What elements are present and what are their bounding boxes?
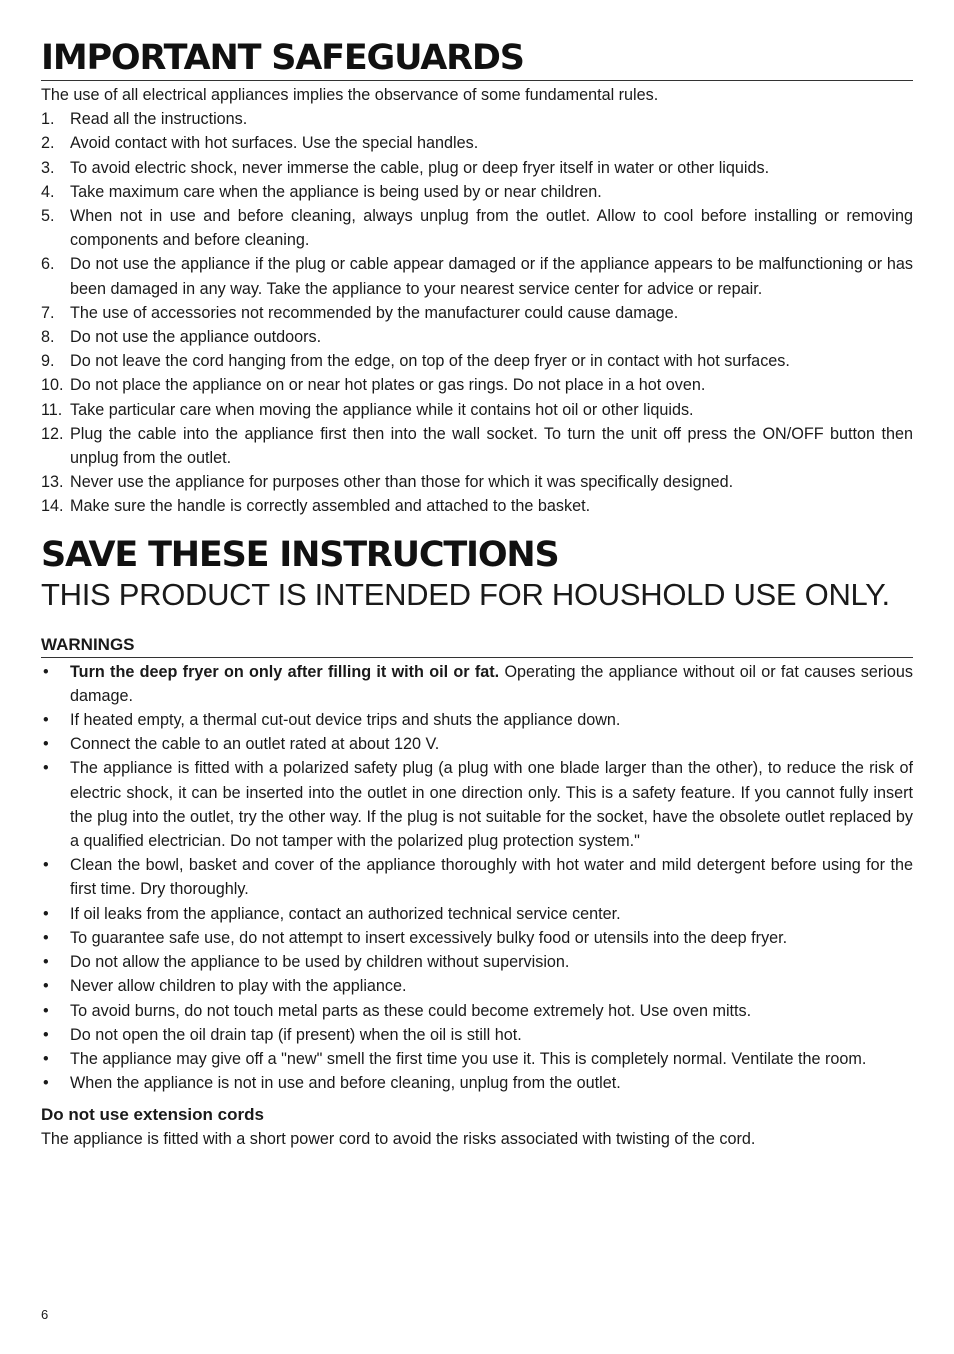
list-item: 8. Do not use the appliance outdoors. — [41, 328, 322, 347]
list-item: 7. The use of accessories not recommended by the manufacturer could cause damage. — [41, 303, 679, 322]
warnings-rule — [41, 657, 913, 658]
list-item: • If heated empty, a thermal cut-out device trips and shuts the appliance down. — [43, 711, 621, 730]
safeguards-heading: IMPORTANT SAFEGUARDS — [41, 38, 524, 78]
list-item: 1. Read all the instructions. — [41, 110, 248, 129]
extension-cords-heading: Do not use extension cords — [41, 1105, 264, 1125]
extension-cords-text: The appliance is fitted with a short power cord to avoid the risks associated with twisting of the cord. — [41, 1130, 756, 1149]
warnings-heading: WARNINGS — [41, 634, 135, 654]
list-item: • Never allow children to play with the appliance. — [43, 977, 407, 996]
list-item: • To guarantee safe use, do not attempt to insert excessively bulky food or utensils into the deep fryer. — [43, 928, 788, 947]
list-item: • Connect the cable to an outlet rated at about 120 V. — [43, 735, 440, 754]
warnings-list — [41, 660, 913, 1096]
safeguards-intro: The use of all electrical appliances implies the observance of some fundamental rules. — [41, 86, 659, 104]
list-item: 11. Take particular care when moving the appliance while it contains hot oil or other liquids. — [41, 400, 694, 419]
list-item: 14. Make sure the handle is correctly assembled and attached to the basket. — [41, 497, 591, 516]
manual-page — [41, 36, 913, 1152]
list-item: • The appliance may give off a "new" smell the first time you use it. This is completely normal. Ventilate the room. — [43, 1049, 867, 1068]
list-item: 2. Avoid contact with hot surfaces. Use the special handles. — [41, 134, 479, 153]
list-item: 9. Do not leave the cord hanging from the edge, on top of the deep fryer or in contact with hot surfaces. — [41, 352, 790, 371]
list-item: 5. When not in use and before cleaning, always unplug from the outlet. Allow to cool before installing or removing components and before cleaning. — [41, 207, 913, 250]
page-number: 6 — [41, 1307, 49, 1322]
list-item: • If oil leaks from the appliance, contact an authorized technical service center. — [43, 904, 621, 923]
list-item: 6. Do not use the appliance if the plug or cable appear damaged or if the appliance appears to be malfunctioning or has been damaged in any way. Take the appliance to your nearest service center for advice or repair. — [41, 255, 913, 298]
safeguards-list — [41, 107, 913, 518]
list-item: 12. Plug the cable into the appliance first then into the wall socket. To turn the unit off press the ON/OFF button then unplug from the outlet. — [41, 424, 913, 468]
list-item: • Clean the bowl, basket and cover of the appliance thoroughly with hot water and mild detergent before using for the first time. Dry thoroughly. — [43, 856, 913, 899]
list-item: • The appliance is fitted with a polarized safety plug (a plug with one blade larger than the other), to reduce the risk of electric shock, it can be inserted into the outlet in one direction only. This is a safety feature. If you cannot fully insert the plug into the outlet, try the other way. If the plug is not suitable for the socket, have the obsolete outlet replaced by a qualified electrician. Do not tamper with the polarized plug protection system." — [43, 759, 913, 851]
list-item: 13. Never use the appliance for purposes other than those for which it was specifically designed. — [41, 473, 734, 492]
list-item: • When the appliance is not in use and before cleaning, unplug from the outlet. — [43, 1074, 621, 1093]
list-item: • Turn the deep fryer on only after filling it with oil or fat. Operating the appliance without oil or fat causes serious damage. — [43, 662, 913, 705]
safeguards-rule — [41, 80, 913, 81]
household-use-notice: THIS PRODUCT IS INTENDED FOR HOUSHOLD USE ONLY. — [41, 576, 890, 612]
list-item: 4. Take maximum care when the appliance is being used by or near children. — [41, 182, 602, 201]
list-item: • Do not allow the appliance to be used by children without supervision. — [43, 953, 570, 972]
list-item: • To avoid burns, do not touch metal parts as these could become extremely hot. Use oven mitts. — [43, 1001, 752, 1020]
list-item: 3. To avoid electric shock, never immerse the cable, plug or deep fryer itself in water or other liquids. — [41, 158, 770, 177]
save-instructions-heading: SAVE THESE INSTRUCTIONS — [41, 534, 559, 575]
list-item: 10. Do not place the appliance on or near hot plates or gas rings. Do not place in a hot oven. — [41, 376, 706, 395]
list-item: • Do not open the oil drain tap (if present) when the oil is still hot. — [43, 1025, 522, 1044]
